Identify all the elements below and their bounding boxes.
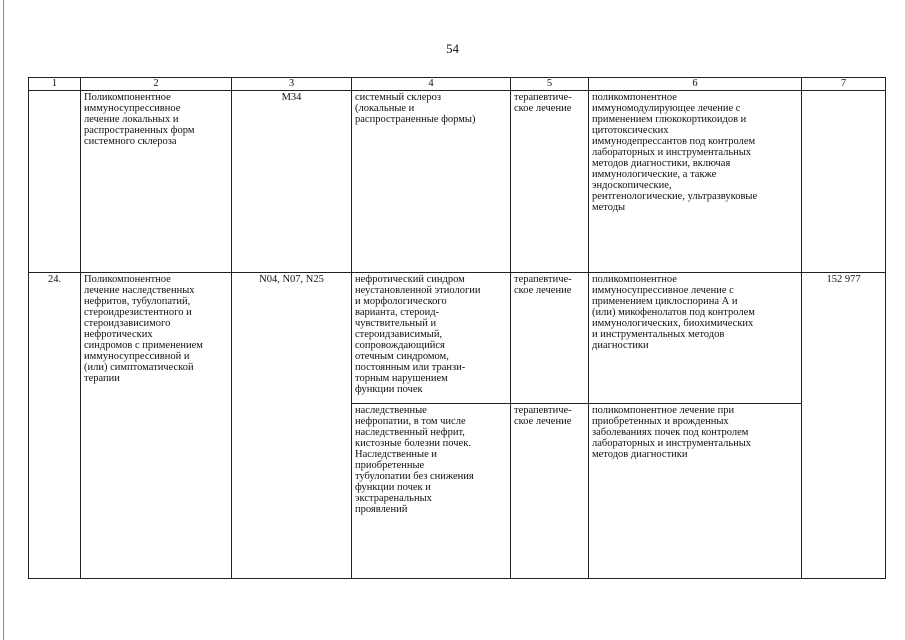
table-row xyxy=(29,91,886,273)
care-name-cell: Поликомпонентное лечение наследственных нефритов, тубулопатий, стероидрезистентного и стероидзависимого нефротических синдромов с применением иммуносупрессивной и (или) симптоматической терапии xyxy=(81,273,232,579)
column-header-6: 6 xyxy=(589,78,802,91)
column-header-3: 3 xyxy=(232,78,352,91)
column-header-2: 2 xyxy=(81,78,232,91)
cost-cell xyxy=(802,91,886,273)
treatment-method-cell: поликомпонентное лечение при приобретенных и врожденных заболеваниях почек под контролем лабораторных и инструментальных методов диагностики xyxy=(589,404,802,579)
patient-model-cell: системный склероз (локальные и распространенные формы) xyxy=(352,91,511,273)
icd-codes-cell: M34 xyxy=(232,91,352,273)
row-number-cell: 24. xyxy=(29,273,81,579)
column-number-row xyxy=(29,78,886,91)
treatment-method-cell: поликомпонентное иммуносупрессивное лечение с применением циклоспорина А и (или) микофенолатов под контролем иммунологических, биохимических и инструментальных методов диагностики xyxy=(589,273,802,404)
scan-edge-line xyxy=(3,0,4,640)
column-header-1: 1 xyxy=(29,78,81,91)
icd-codes-cell: N04, N07, N25 xyxy=(232,273,352,579)
patient-model-cell: наследственные нефропатии, в том числе наследственный нефрит, кистозные болезни почек. Наследственные и приобретенные тубулопатии без снижения функции почек и экстраренальных проявлений xyxy=(352,404,511,579)
medical-care-table xyxy=(28,77,886,579)
treatment-method-cell: поликомпонентное иммуномодулирующее лечение с применением глюкокортикоидов и цитотоксических иммунодепрессантов под контролем лабораторных и инструментальных методов диагностики, включая иммунологические, а также эндоскопические, рентгенологические, ультразвуковые методы xyxy=(589,91,802,273)
cost-cell: 152 977 xyxy=(802,273,886,579)
treatment-type-cell: терапевтиче- ское лечение xyxy=(511,404,589,579)
row-number-cell xyxy=(29,91,81,273)
column-header-7: 7 xyxy=(802,78,886,91)
table-row xyxy=(29,273,886,404)
column-header-4: 4 xyxy=(352,78,511,91)
treatment-type-cell: терапевтиче- ское лечение xyxy=(511,91,589,273)
patient-model-cell: нефротический синдром неустановленной этиологии и морфологического варианта, стероид- чувствительный и стероидзависимый, сопровождающийся отечным синдромом, постоянным или транзи- торным нарушением функции почек xyxy=(352,273,511,404)
page-number: 54 xyxy=(446,41,459,56)
care-name-cell: Поликомпонентное иммуносупрессивное лечение локальных и распространенных форм системного склероза xyxy=(81,91,232,273)
column-header-5: 5 xyxy=(511,78,589,91)
treatment-type-cell: терапевтиче- ское лечение xyxy=(511,273,589,404)
